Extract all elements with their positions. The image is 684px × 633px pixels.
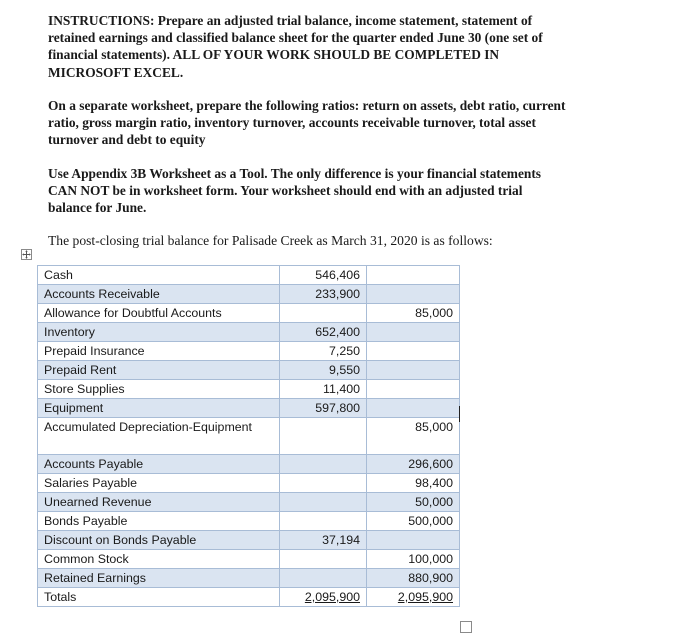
credit-cell [367, 569, 460, 588]
debit-cell [280, 531, 367, 550]
debit-value: 546,406 [315, 268, 360, 282]
account-name-cell: Accumulated Depreciation-Equipment [38, 418, 280, 455]
intro-paragraph: The post-closing trial balance for Palisade Creek as March 31, 2020 is as follows: [48, 233, 493, 248]
credit-value: 50,000 [415, 495, 453, 509]
credit-value: 880,900 [408, 571, 453, 585]
debit-cell [280, 569, 367, 588]
account-name-cell: Equipment [38, 399, 280, 418]
credit-cell [367, 455, 460, 474]
account-name-cell: Store Supplies [38, 380, 280, 399]
debit-cell [280, 323, 367, 342]
credit-cell [367, 380, 460, 399]
account-name-cell: Salaries Payable [38, 474, 280, 493]
table-row [38, 474, 460, 493]
credit-cell [367, 418, 460, 455]
credit-cell [367, 304, 460, 323]
debit-cell [280, 266, 367, 285]
debit-value: 652,400 [315, 325, 360, 339]
debit-cell [280, 380, 367, 399]
debit-cell [280, 588, 367, 607]
credit-cell [367, 399, 460, 418]
credit-cell [367, 531, 460, 550]
table-row [38, 588, 460, 607]
debit-value: 233,900 [315, 287, 360, 301]
table-row [38, 361, 460, 380]
table-row [38, 323, 460, 342]
text-cursor [459, 406, 460, 422]
account-name-cell: Totals [38, 588, 280, 607]
table-row [38, 550, 460, 569]
credit-cell [367, 588, 460, 607]
table-row [38, 418, 460, 455]
debit-cell [280, 418, 367, 455]
account-name-cell: Retained Earnings [38, 569, 280, 588]
debit-cell [280, 285, 367, 304]
table-move-handle-icon[interactable] [21, 249, 32, 260]
debit-value: 9,550 [328, 363, 360, 377]
debit-value: 597,800 [315, 401, 360, 415]
debit-value: 11,400 [323, 382, 360, 396]
credit-cell [367, 266, 460, 285]
account-name-cell: Discount on Bonds Payable [38, 531, 280, 550]
table-row [38, 304, 460, 323]
table-row [38, 455, 460, 474]
debit-value: 37,194 [322, 533, 360, 547]
appendix-paragraph: Use Appendix 3B Worksheet as a Tool. The only difference is your financial statements CAN NOT be in worksheet form. Your worksheet should end with an adjusted trial balance for June. [48, 166, 542, 216]
trial-balance-table [37, 265, 460, 607]
account-name-cell: Bonds Payable [38, 512, 280, 531]
debit-cell [280, 455, 367, 474]
table-row [38, 342, 460, 361]
account-name-cell: Common Stock [38, 550, 280, 569]
debit-cell [280, 550, 367, 569]
credit-value: 296,600 [408, 457, 453, 471]
credit-value: 85,000 [415, 420, 453, 434]
credit-cell [367, 550, 460, 569]
table-row [38, 285, 460, 304]
credit-value: 98,400 [415, 476, 453, 490]
table-row [38, 493, 460, 512]
credit-cell [367, 323, 460, 342]
credit-value: 100,000 [408, 552, 453, 566]
debit-cell [280, 399, 367, 418]
credit-cell [367, 474, 460, 493]
debit-cell [280, 493, 367, 512]
account-name-cell: Allowance for Doubtful Accounts [38, 304, 280, 323]
account-name-cell: Prepaid Insurance [38, 342, 280, 361]
ratios-paragraph: On a separate worksheet, prepare the following ratios: return on assets, debt ratio, current ratio, gross margin ratio, inventory turnover, accounts receivable turnover, total asset turnover and debt to equity [48, 98, 566, 148]
account-name-cell: Accounts Receivable [38, 285, 280, 304]
credit-cell [367, 512, 460, 531]
table-row [38, 531, 460, 550]
table-row [38, 512, 460, 531]
credit-cell [367, 285, 460, 304]
account-name-cell: Prepaid Rent [38, 361, 280, 380]
debit-cell [280, 304, 367, 323]
debit-cell [280, 361, 367, 380]
instructions-paragraph: INSTRUCTIONS: Prepare an adjusted trial balance, income statement, statement of retained earnings and classified balance sheet for the quarter ended June 30 (one set of financial statements). ALL OF YOUR WORK SHOULD BE COMPLETED IN MICROSOFT EXCEL. [48, 13, 543, 80]
debit-cell [280, 512, 367, 531]
table-row [38, 380, 460, 399]
credit-cell [367, 342, 460, 361]
account-name-cell: Inventory [38, 323, 280, 342]
credit-cell [367, 361, 460, 380]
table-row [38, 399, 460, 418]
credit-value: 2,095,900 [397, 590, 453, 604]
credit-cell [367, 493, 460, 512]
credit-value: 85,000 [415, 306, 453, 320]
debit-cell [280, 342, 367, 361]
account-name-cell: Unearned Revenue [38, 493, 280, 512]
debit-value: 2,095,900 [304, 590, 360, 604]
account-name-cell: Cash [38, 266, 280, 285]
table-row [38, 266, 460, 285]
table-row [38, 569, 460, 588]
account-name-cell: Accounts Payable [38, 455, 280, 474]
debit-cell [280, 474, 367, 493]
credit-value: 500,000 [408, 514, 453, 528]
table-resize-handle[interactable] [460, 621, 472, 633]
debit-value: 7,250 [328, 344, 360, 358]
